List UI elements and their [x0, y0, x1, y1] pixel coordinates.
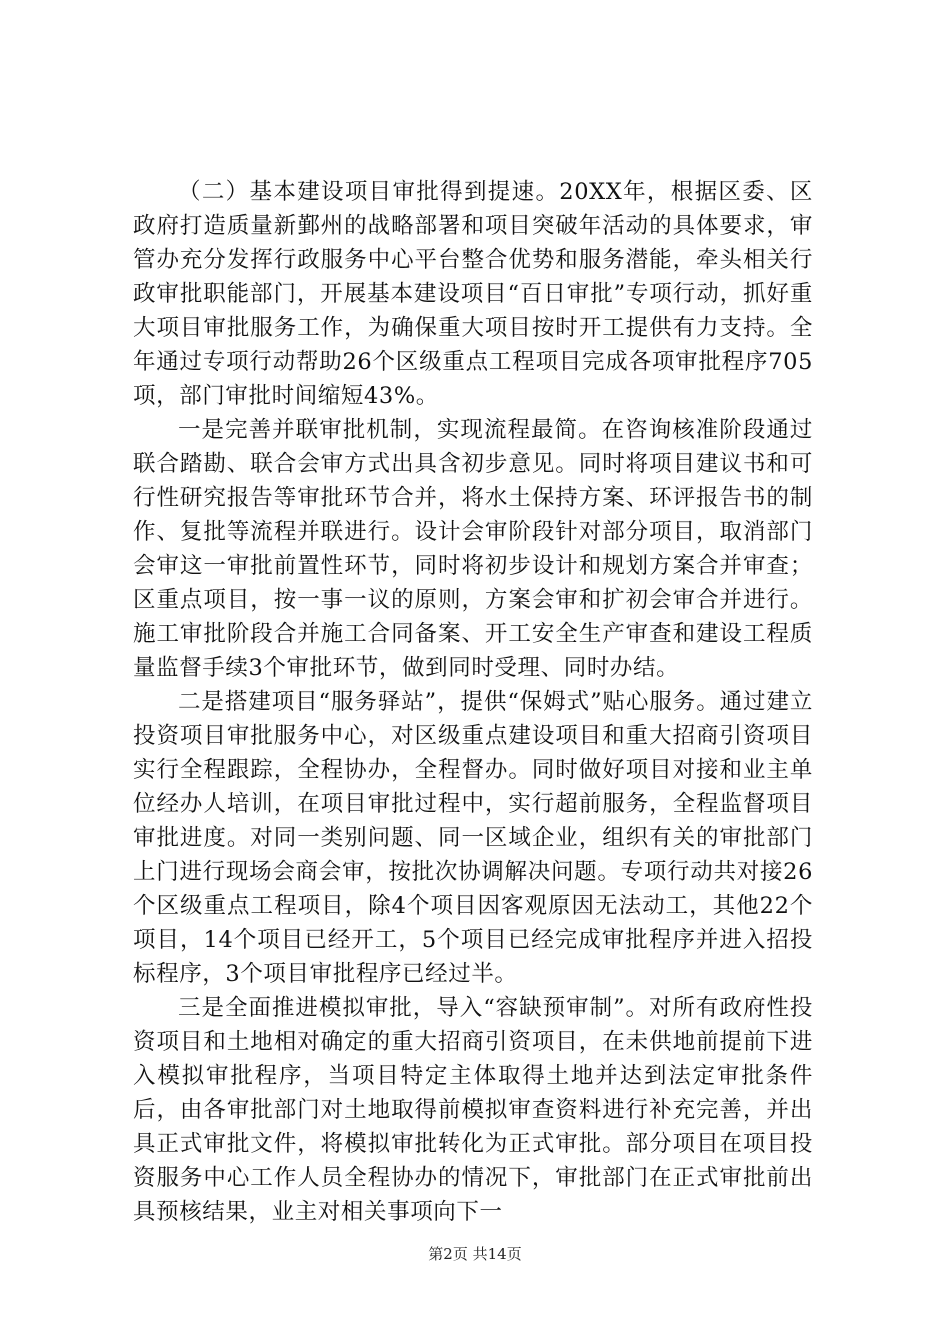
paragraph-parallel-approval-mechanism: 一是完善并联审批机制，实现流程最简。在咨询核准阶段通过联合踏勘、联合会审方式出具含初步意见。同时将项目建议书和可行性研究报告等审批环节合并，将水土保持方案、环评报告书的制作、复批等流程并联进行。设计会审阶段针对部分项目，取消部门会审这一审批前置性环节，同时将初步设计和规划方案合并审查；区重点项目，按一事一议的原则，方案会审和扩初会审合并进行。施工审批阶段合并施工合同备案、开工安全生产审查和建设工程质量监督手续3个审批环节，做到同时受理、同时办结。: [133, 417, 813, 681]
document-body: [133, 175, 813, 1229]
paragraph-service-station: 二是搭建项目“服务驿站”，提供“保姆式”贴心服务。通过建立投资项目审批服务中心，对区级重点建设项目和重大招商引资项目实行全程跟踪，全程协办，全程督办。同时做好项目对接和业主单位经办人培训，在项目审批过程中，实行超前服务，全程监督项目审批进度。对同一类别问题、同一区域企业，组织有关的审批部门上门进行现场会商会审，按批次协调解决问题。专项行动共对接26个区级重点工程项目，除4个项目因客观原因无法动工，其他22个项目，14个项目已经开工，5个项目已经完成审批程序并进入招投标程序，3个项目审批程序已经过半。: [133, 689, 813, 987]
page-number-footer: 第2页 共14页: [428, 1245, 522, 1263]
paragraph-simulated-approval: 三是全面推进模拟审批，导入“容缺预审制”。对所有政府性投资项目和土地相对确定的重大招商引资项目，在未供地前提前下进入模拟审批程序，当项目特定主体取得土地并达到法定审批条件后，由各审批部门对土地取得前模拟审查资料进行补充完善，并出具正式审批文件，将模拟审批转化为正式审批。部分项目在项目投资服务中心工作人员全程协办的情况下，审批部门在正式审批前出具预核结果，业主对相关事项向下一: [133, 995, 813, 1225]
paragraph-basic-construction-approval: （二）基本建设项目审批得到提速。20XX年，根据区委、区政府打造质量新鄞州的战略部署和项目突破年活动的具体要求，审管办充分发挥行政服务中心平台整合优势和服务潜能，牵头相关行政审批职能部门，开展基本建设项目“百日审批”专项行动，抓好重大项目审批服务工作，为确保重大项目按时开工提供有力支持。全年通过专项行动帮助26个区级重点工程项目完成各项审批程序705项，部门审批时间缩短43%。: [133, 179, 813, 409]
